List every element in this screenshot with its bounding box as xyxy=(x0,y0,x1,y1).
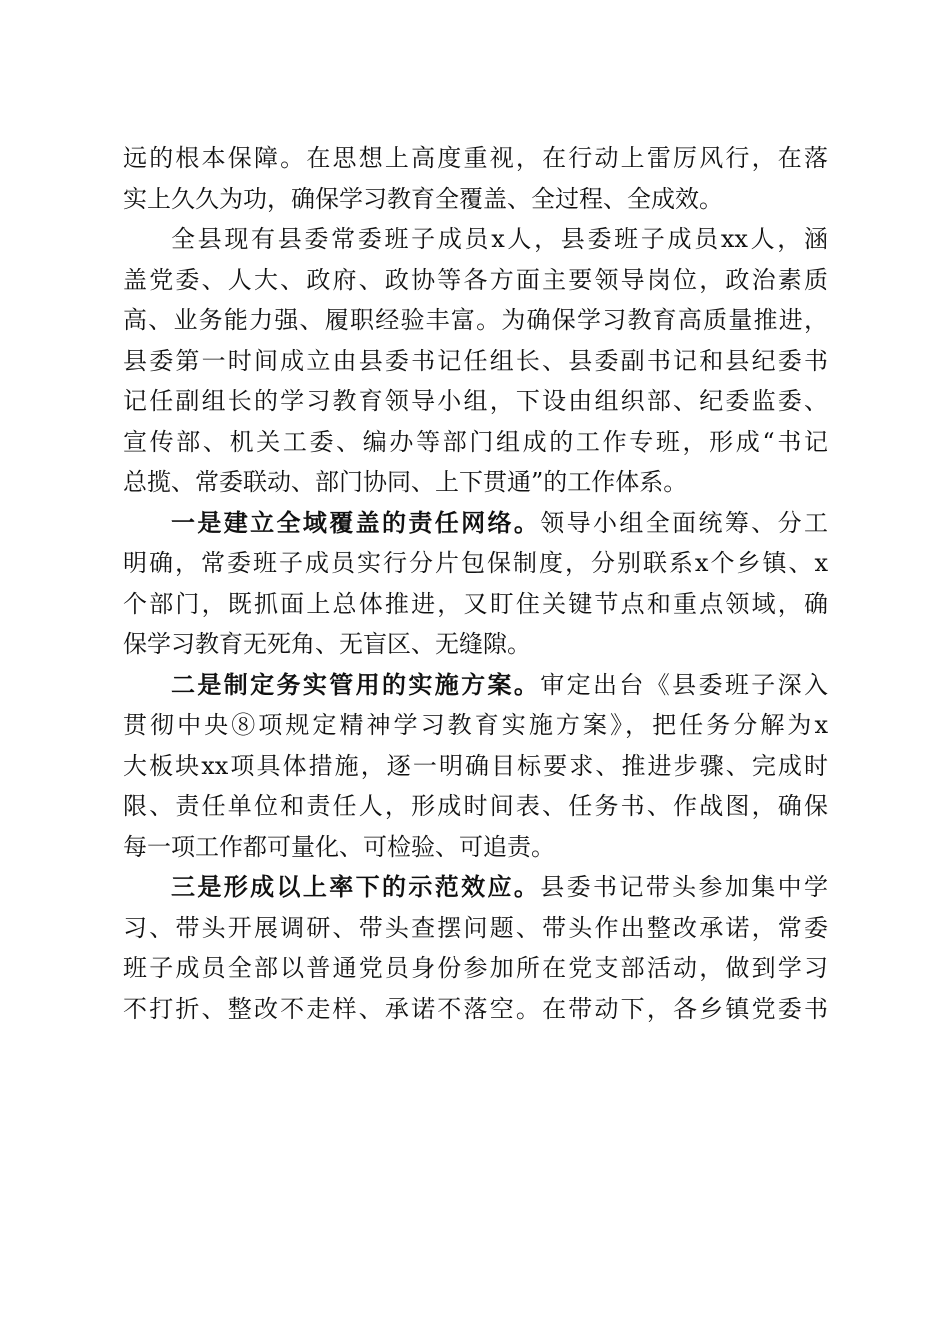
text-line: 全县现有县委常委班子成员x人，县委班子成员xx人，涵 xyxy=(171,225,828,253)
text-line: 贯彻中央⑧项规定精神学习教育实施方案》，把任务分解为x xyxy=(123,711,828,739)
text-run: 审定出台《县委班子深入 xyxy=(540,670,828,699)
text-line: 每一项工作都可量化、可检验、可追责。 xyxy=(123,832,555,861)
paragraph xyxy=(123,665,828,868)
text-line: 高、业务能力强、履职经验丰富。为确保学习教育高质量推进， xyxy=(123,306,828,334)
paragraph xyxy=(123,867,828,1029)
paragraph-lead-heading: 三是形成以上率下的示范效应。 xyxy=(171,872,541,901)
text-line: 大板块xx项具体措施，逐一明确目标要求、推进步骤、完成时 xyxy=(123,751,828,780)
paragraph-lead-heading: 二是制定务实管用的实施方案。 xyxy=(171,669,541,699)
text-line: 宣传部、机关工委、编办等部门组成的工作专班，形成“书记 xyxy=(123,427,828,456)
text-line: 总揽、常委联动、部门协同、上下贯通”的工作体系。 xyxy=(123,468,688,496)
text-line xyxy=(123,867,828,908)
text-line: 明确，常委班子成员实行分片包保制度，分别联系x个乡镇、x xyxy=(123,549,828,577)
text-line: 实上久久为功，确保学习教育全覆盖、全过程、全成效。 xyxy=(123,184,723,213)
text-line: 不打折、整改不走样、承诺不落空。在带动下，各乡镇党委书 xyxy=(123,994,828,1023)
paragraph xyxy=(123,138,828,219)
paragraph xyxy=(123,219,828,503)
text-line: 保学习教育无死角、无盲区、无缝隙。 xyxy=(123,630,531,658)
paragraph-lead-heading: 一是建立全域覆盖的责任网络。 xyxy=(171,507,541,537)
text-line: 个部门，既抓面上总体推进，又盯住关键节点和重点领域，确 xyxy=(123,589,828,618)
paragraph xyxy=(123,503,828,665)
text-line: 记任副组长的学习教育领导小组，下设由组织部、纪委监委、 xyxy=(123,387,828,415)
text-line: 县委第一时间成立由县委书记任组长、县委副书记和县纪委书 xyxy=(123,346,828,375)
text-line xyxy=(123,665,828,706)
document-page xyxy=(123,138,828,1029)
text-line: 班子成员全部以普通党员身份参加所在党支部活动，做到学习 xyxy=(123,954,828,982)
text-line: 远的根本保障。在思想上高度重视，在行动上雷厉风行，在落 xyxy=(123,144,828,172)
text-line: 盖党委、人大、政府、政协等各方面主要领导岗位，政治素质 xyxy=(123,265,828,294)
text-run: 县委书记带头参加集中学 xyxy=(540,873,828,901)
text-line xyxy=(123,503,828,544)
text-run: 领导小组全面统筹、分工 xyxy=(540,508,828,537)
text-line: 限、责任单位和责任人，形成时间表、任务书、作战图，确保 xyxy=(123,792,828,820)
text-line: 习、带头开展调研、带头查摆问题、带头作出整改承诺，常委 xyxy=(123,913,828,942)
